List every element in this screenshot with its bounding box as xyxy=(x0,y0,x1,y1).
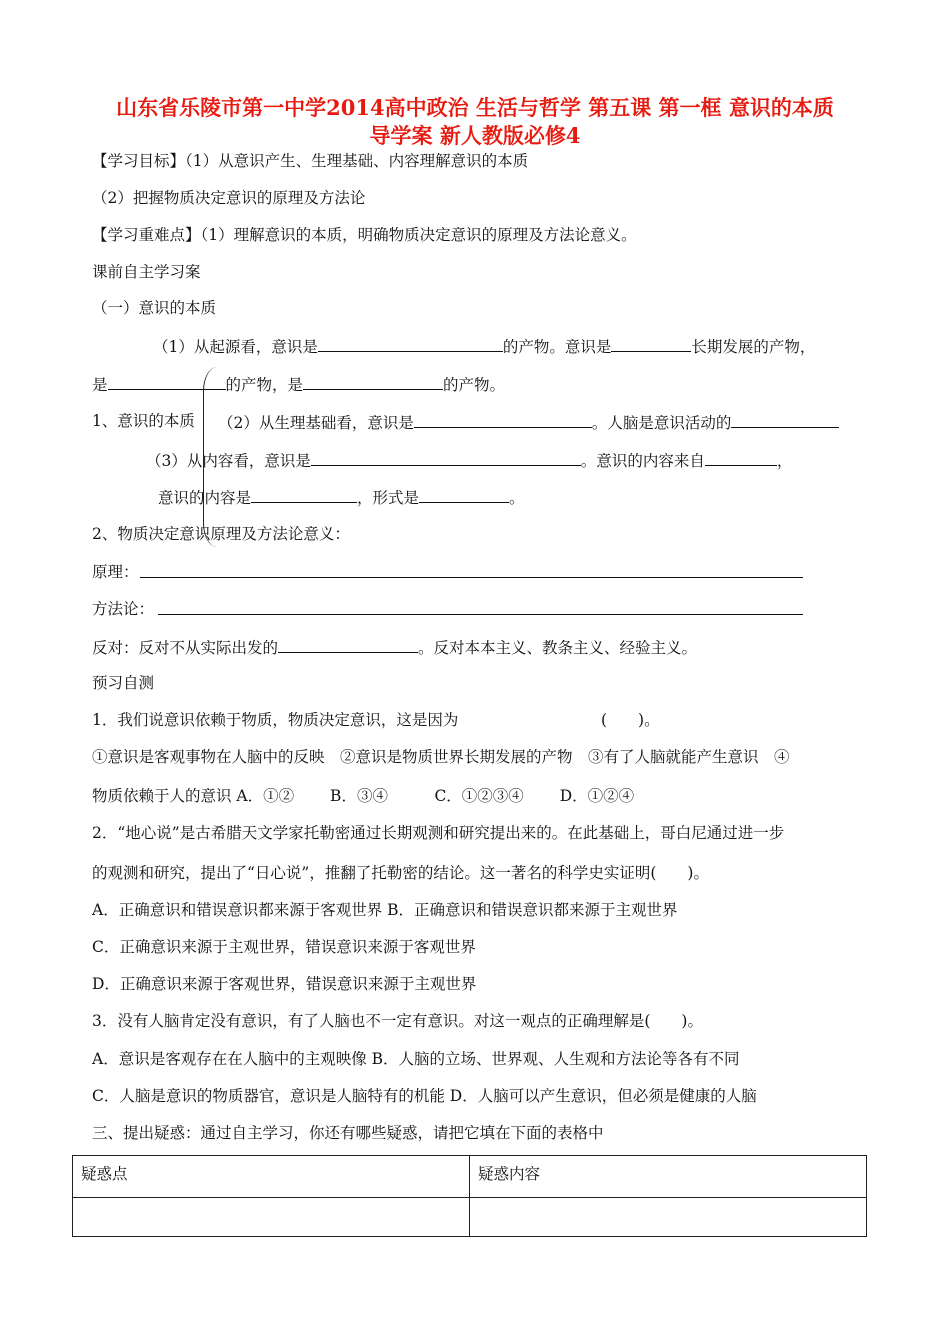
form-text-b: ，形式是 xyxy=(357,489,420,507)
q2-stem-line1: 2．“地心说”是古希腊天文学家托勒密通过长期观测和研究提出来的。在此基础上，哥白尼通过进一步 xyxy=(92,824,785,842)
goals-item2: （2）把握物质决定意识的原理及方法论 xyxy=(92,189,366,207)
q3-stem: 3．没有人脑肯定没有意识，有了人脑也不一定有意识。对这一观点的正确理解是( )。 xyxy=(92,1012,703,1030)
q3-option-cd: C．人脑是意识的物质器官，意识是人脑特有的机能 D．人脑可以产生意识，但必须是健康的人脑 xyxy=(92,1087,757,1105)
goals-item1: （1）从意识产生、生理基础、内容理解意识的本质 xyxy=(185,152,529,170)
physio-blank-2[interactable] xyxy=(731,410,839,428)
q1-stem: 1．我们说意识依赖于物质，物质决定意识，这是因为 xyxy=(92,711,459,729)
principle-heading: 2、物质决定意识原理及方法论意义： xyxy=(92,525,350,543)
origin-blank-2[interactable] xyxy=(611,334,691,352)
q3-option-ab: A．意识是客观存在在人脑中的主观映像 B．人脑的立场、世界观、人生观和方法论等各有不同 xyxy=(92,1050,740,1068)
form-blank-2[interactable] xyxy=(419,485,509,503)
form-text-a: 意识的内容是 xyxy=(158,489,252,507)
doubts-heading: 三、提出疑惑：通过自主学习，你还有哪些疑惑，请把它填在下面的表格中 xyxy=(92,1124,604,1142)
physio-text-a: （2）从生理基础看，意识是 xyxy=(218,414,414,432)
origin-text-b: 的产物。意识是 xyxy=(502,338,612,356)
origin-text-c: 长期发展的产物， xyxy=(691,338,816,356)
origin-line-2 xyxy=(92,372,505,396)
doubt-content-cell[interactable] xyxy=(470,1198,867,1237)
oppose-blank[interactable] xyxy=(278,635,418,653)
content-blank-2[interactable] xyxy=(705,448,777,466)
q2-option-ab: A．正确意识和错误意识都来源于客观世界 B．正确意识和错误意识都来源于主观世界 xyxy=(92,901,678,919)
origin-text-a: （1）从起源看，意识是 xyxy=(153,338,318,356)
table-row xyxy=(73,1198,867,1237)
q2-stem-line2: 的观测和研究，提出了“日心说”，推翻了托勒密的结论。这一著名的科学史实证明( )。 xyxy=(92,864,709,882)
oppose-line xyxy=(92,635,697,659)
content-blank-1[interactable] xyxy=(311,448,581,466)
key-points-label: 【学习重难点】 xyxy=(92,226,201,244)
learning-goals xyxy=(92,150,528,172)
origin-blank-1[interactable] xyxy=(318,334,503,352)
principle-label: 原理： xyxy=(92,563,139,581)
key-points-text: （1）理解意识的本质，明确物质决定意识的原理及方法论意义。 xyxy=(200,226,637,244)
q1-paren: ( )。 xyxy=(601,711,660,729)
physio-line xyxy=(218,410,839,434)
physio-blank-1[interactable] xyxy=(414,410,592,428)
origin-text-f: 的产物。 xyxy=(443,376,506,394)
q1-options-line1: ①意识是客观事物在人脑中的反映 ②意识是物质世界长期发展的产物 ③有了人脑就能产生意识 ④ xyxy=(92,748,790,766)
oppose-text-a: 反对：反对不从实际出发的 xyxy=(92,639,279,657)
form-blank-1[interactable] xyxy=(251,485,357,503)
section-one-heading: （一）意识的本质 xyxy=(92,299,217,317)
origin-text-e: 的产物，是 xyxy=(225,376,304,394)
self-test-heading: 预习自测 xyxy=(92,674,155,692)
doubt-point-cell[interactable] xyxy=(73,1198,470,1237)
principle-blank[interactable] xyxy=(140,577,803,578)
content-text-a: （3）从内容看，意识是 xyxy=(146,452,311,470)
method-label: 方法论： xyxy=(92,600,155,618)
oppose-text-b: 。反对本本主义、教条主义、经验主义。 xyxy=(418,639,698,657)
goals-label: 【学习目标】 xyxy=(92,152,186,170)
q2-option-d: D．正确意识来源于客观世界，错误意识来源于主观世界 xyxy=(92,975,477,993)
physio-text-b: 。人脑是意识活动的 xyxy=(591,414,732,432)
doubts-table xyxy=(72,1155,867,1237)
doc-title-line1: 山东省乐陵市第一中学2014高中政治 生活与哲学 第五课 第一框 意识的本质 xyxy=(116,95,834,120)
origin-blank-4[interactable] xyxy=(303,372,443,390)
q2-option-c: C．正确意识来源于主观世界，错误意识来源于客观世界 xyxy=(92,938,476,956)
col-doubt-content: 疑惑内容 xyxy=(470,1156,867,1198)
table-header-row xyxy=(73,1156,867,1198)
origin-text-d: 是 xyxy=(92,376,108,394)
doc-title-line2: 导学案 新人教版必修4 xyxy=(369,123,581,148)
content-text-b: 。意识的内容来自 xyxy=(580,452,705,470)
content-line xyxy=(146,448,792,472)
q1-options-line2: 物质依赖于人的意识 A．①② B．③④ C．①②③④ D．①②④ xyxy=(92,787,635,805)
key-points xyxy=(92,224,637,246)
content-text-c: ， xyxy=(776,452,793,470)
col-doubt-point: 疑惑点 xyxy=(73,1156,470,1198)
origin-line xyxy=(153,334,815,358)
nature-heading: 1、意识的本质 xyxy=(92,412,195,430)
section-prestudy: 课前自主学习案 xyxy=(92,263,201,281)
method-blank[interactable] xyxy=(158,614,803,615)
form-line xyxy=(158,485,525,509)
form-text-c: 。 xyxy=(509,489,525,507)
